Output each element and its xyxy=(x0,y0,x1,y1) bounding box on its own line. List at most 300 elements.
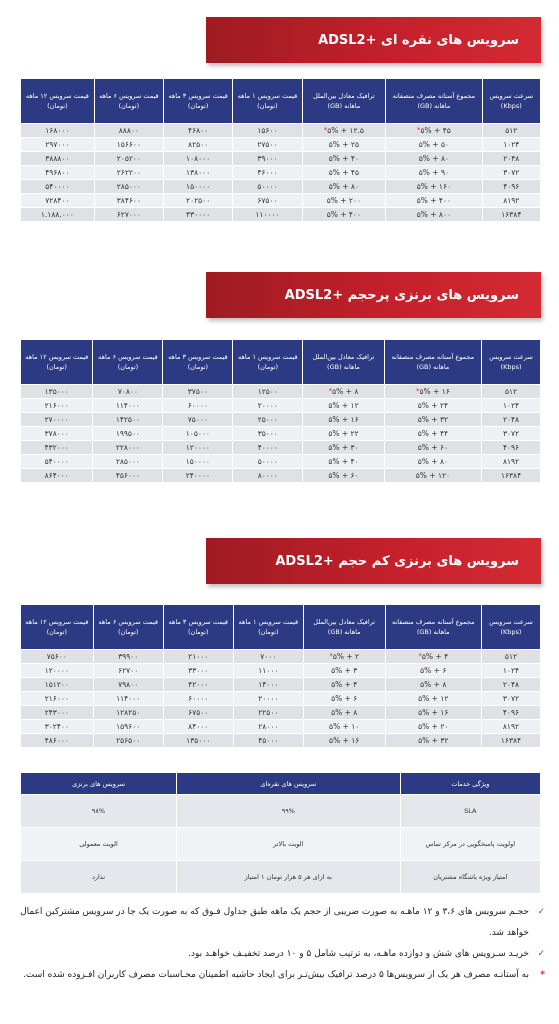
cell-value: ۲۰۴۸ xyxy=(503,154,520,163)
col-speed: سرعت سرویس (Kbps) xyxy=(481,605,540,650)
cell-price-3m xyxy=(163,734,233,748)
cell-speed xyxy=(481,692,540,706)
cell-value: ۲۵۶۵۰۰ xyxy=(116,736,141,745)
cell-value: ۴۸۶۰۰۰ xyxy=(44,736,69,745)
cell-value: ۱۶۸۰۰۰ xyxy=(45,126,70,135)
section-2-body xyxy=(21,385,541,483)
cell-value: ۲۰۵۲۰۰ xyxy=(116,154,141,163)
cell-price-12m xyxy=(21,413,93,427)
cell-fair-usage xyxy=(386,180,482,194)
cell-value: ۱۲.۵ + ۵% xyxy=(327,126,364,135)
cell-price-1m xyxy=(233,664,303,678)
cell-value: ۲۵ + ۵% xyxy=(328,140,359,149)
cell-speed xyxy=(482,385,541,399)
cell-value: ۱۶۳۸۴ xyxy=(500,471,522,480)
cell-value: ۲۲۸۰۰۰ xyxy=(115,443,141,452)
table-header-row xyxy=(21,79,541,124)
cell-value: ۸۰ + ۵% xyxy=(418,154,449,163)
section-3-table xyxy=(20,604,541,748)
features-body xyxy=(21,795,541,894)
cell-value: ۴۵ + ۵% xyxy=(420,126,451,135)
col-speed: سرعت سرویس (Kbps) xyxy=(482,340,541,385)
cell-value: ۲۲ + ۵% xyxy=(328,429,359,438)
section-3-body xyxy=(21,650,541,748)
table-row xyxy=(21,208,541,222)
cell-value: ۹۰ + ۵% xyxy=(418,168,449,177)
cell-price-12m xyxy=(21,208,95,222)
cell-price-6m xyxy=(93,706,163,720)
cell-value: ۱۰۲۴ xyxy=(502,401,520,410)
cell-value: ۴۰۹۶ xyxy=(503,182,520,191)
cell-value: ۸۰ + ۵% xyxy=(417,457,449,466)
cell-fair-usage xyxy=(385,734,481,748)
cell-price-6m xyxy=(93,720,163,734)
cell-value: ۱۳۵۰۰۰ xyxy=(186,736,211,745)
cell-price-6m xyxy=(94,180,163,194)
cell-speed xyxy=(481,650,540,664)
cell-value: ۱۵۶۶۰۰ xyxy=(116,140,141,149)
cell-price-3m xyxy=(164,138,233,152)
cell-price-3m xyxy=(163,678,233,692)
cell-value: ۲۷۵۰۰ xyxy=(257,140,278,149)
cell-speed xyxy=(482,427,541,441)
cell-intl-traffic xyxy=(302,166,386,180)
cell-value: ۵۱۲ xyxy=(504,652,518,661)
feature-name: SLA xyxy=(400,795,540,828)
cell-price-12m xyxy=(21,664,94,678)
cell-value: ۳۰۷۲ xyxy=(503,168,520,177)
cell-value: ۶۰۰۰۰ xyxy=(188,694,209,703)
cell-price-3m xyxy=(164,166,233,180)
cell-value: ۵۴۰۰۰۰ xyxy=(45,182,70,191)
cell-value: ۲۸۵۰۰۰ xyxy=(116,182,141,191)
table-row xyxy=(21,650,541,664)
note-text: حجـم سرویس های ۳،۶ و ۱۲ ماهـه به صورت ضریبی از حجم یک ماهه طبق جداول فـوق که به صورت یک جا در سرویس مشترکین اعمال خواهد شد. xyxy=(20,907,529,938)
cell-price-3m xyxy=(163,455,233,469)
cell-value: ۳۷۸۰۰۰ xyxy=(44,429,69,438)
cell-value: ۸۸۸۰۰ xyxy=(118,126,139,135)
cell-intl-traffic xyxy=(303,720,385,734)
cell-value: ۸۴۰۰۰ xyxy=(188,722,209,731)
cell-fair-usage xyxy=(386,152,482,166)
cell-value: ۱۱۴۰۰۰ xyxy=(115,401,141,410)
cell-price-12m xyxy=(21,469,93,483)
cell-intl-traffic xyxy=(303,706,385,720)
col-fair-usage: مجموع آستانه مصرف منصفانه ماهانه (GB) xyxy=(386,79,482,124)
cell-value: ۱۲ + ۵% xyxy=(328,401,359,410)
cell-price-6m xyxy=(94,138,163,152)
cell-intl-traffic xyxy=(303,650,385,664)
cell-price-12m xyxy=(21,650,94,664)
cell-price-3m xyxy=(163,650,233,664)
cell-value: ۸۱۹۲ xyxy=(502,722,520,731)
cell-value: ۴۶۰۰۰ xyxy=(257,168,278,177)
cell-value: ۲۰۲۵۰۰ xyxy=(186,196,211,205)
cell-value: ۱۵۰۰۰۰ xyxy=(185,457,210,466)
section-3-banner xyxy=(206,538,541,584)
asterisk-icon: * xyxy=(416,126,421,134)
cell-value: ۱۰ + ۵% xyxy=(329,722,360,731)
cell-value: ۱۴۰۰۰ xyxy=(258,680,279,689)
cell-price-12m xyxy=(21,706,94,720)
cell-value: ۵۰۰۰۰ xyxy=(257,182,278,191)
cell-price-1m xyxy=(233,692,303,706)
col-price-6m: قیمت سرویس ۶ ماهه (تومان) xyxy=(93,340,163,385)
table-row xyxy=(21,427,541,441)
cell-price-1m xyxy=(233,208,302,222)
cell-value: ۱۳۸۰۰۰ xyxy=(186,168,211,177)
col-price-6m: قیمت سرویس ۶ ماهه (تومان) xyxy=(94,79,163,124)
section-2-banner xyxy=(206,272,541,318)
cell-price-12m xyxy=(21,138,95,152)
cell-fair-usage xyxy=(384,427,481,441)
cell-price-12m xyxy=(21,678,94,692)
section-1-title: سرویس های نقره ای +ADSL2 xyxy=(318,32,519,48)
cell-value: ۱۲۰۰۰۰ xyxy=(44,666,69,675)
cell-speed xyxy=(481,678,540,692)
cell-value: ۳۰۷۲ xyxy=(502,694,520,703)
cell-value: ۴۴ + ۵% xyxy=(417,429,449,438)
cell-price-1m xyxy=(233,166,302,180)
cell-value: ۵۰ + ۵% xyxy=(418,140,449,149)
cell-speed xyxy=(481,664,540,678)
feature-name: امتیاز ویژه باشگاه مشتریان xyxy=(400,861,540,894)
cell-value: ۱۱۰۰۰ xyxy=(258,666,279,675)
cell-intl-traffic xyxy=(303,664,385,678)
cell-value: ۱۳۵۰۰۰ xyxy=(44,387,69,396)
cell-speed xyxy=(482,180,540,194)
col-price-12m: قیمت سرویس ۱۲ ماهه (تومان) xyxy=(21,79,95,124)
cell-fair-usage xyxy=(384,413,481,427)
cell-value: ۴۵ + ۵% xyxy=(328,168,359,177)
cell-value: ۳۰ + ۵% xyxy=(328,443,359,452)
cell-price-1m xyxy=(233,180,302,194)
col-price-3m: قیمت سرویس ۳ ماهه (تومان) xyxy=(163,605,233,650)
checkmark-icon: ✓ xyxy=(537,949,545,959)
cell-value: ۷۰۸۰۰ xyxy=(117,387,138,396)
cell-value: ۶۲۷۰۰۰ xyxy=(116,210,141,219)
table-header-row xyxy=(21,340,541,385)
cell-price-6m xyxy=(93,427,163,441)
cell-value: ۳ + ۵% xyxy=(331,666,358,675)
table-row xyxy=(21,706,541,720)
cell-speed xyxy=(482,138,540,152)
table-row xyxy=(21,180,541,194)
cell-value: ۸ + ۵% xyxy=(420,680,447,689)
cell-intl-traffic xyxy=(303,455,384,469)
cell-value: ۴۶۸۰۰ xyxy=(188,126,209,135)
cell-price-12m xyxy=(21,399,93,413)
cell-value: ۸ + ۵% xyxy=(332,387,359,396)
table-row xyxy=(21,152,541,166)
cell-intl-traffic xyxy=(302,152,386,166)
note-text: به آستانـه مصرف هر یک از سرویس‌ها ۵ درصد ترافیک بیش‌تـر برای ایجاد حاشیه اطمینان محـاسبات مصرف کاربران افـزوده شده است. xyxy=(23,970,529,980)
cell-value: ۱۰۲۴ xyxy=(503,140,520,149)
cell-price-1m xyxy=(233,734,303,748)
cell-value: ۸ + ۵% xyxy=(331,708,358,717)
cell-value: ۲۴۳۰۰۰ xyxy=(44,708,69,717)
cell-value: ۱۵۱۲۰۰ xyxy=(44,680,69,689)
cell-value: ۶۰ + ۵% xyxy=(417,443,449,452)
cell-value: ۱۶ + ۵% xyxy=(329,736,360,745)
cell-price-6m xyxy=(93,455,163,469)
col-price-1m: قیمت سرویس ۱ ماهه (تومان) xyxy=(233,79,302,124)
cell-value: ۷۲۸۴۰۰ xyxy=(45,196,70,205)
cell-price-1m xyxy=(233,678,303,692)
cell-value: ۲۴ + ۵% xyxy=(417,401,449,410)
cell-price-1m xyxy=(233,720,303,734)
cell-price-3m xyxy=(163,385,233,399)
cell-value: ۲۶۲۲۰۰ xyxy=(116,168,141,177)
col-price-1m: قیمت سرویس ۱ ماهه (تومان) xyxy=(233,340,303,385)
cell-value: ۱۲۸۲۵۰ xyxy=(116,708,141,717)
table-header-row xyxy=(21,605,541,650)
cell-value: ۳۰۷۲ xyxy=(502,429,520,438)
cell-fair-usage xyxy=(386,124,482,138)
table-row xyxy=(21,399,541,413)
cell-intl-traffic xyxy=(303,413,384,427)
cell-value: ۱۵۹۶۰۰ xyxy=(116,722,141,731)
cell-price-3m xyxy=(163,720,233,734)
cell-value: ۱۶۳۸۴ xyxy=(501,210,522,219)
cell-price-1m xyxy=(233,469,303,483)
cell-intl-traffic xyxy=(303,469,384,483)
cell-value: ۳۹۹۰۰ xyxy=(118,652,139,661)
cell-value: ۲۵۰۰۰ xyxy=(257,415,278,424)
cell-value: ۸۱۹۲ xyxy=(502,457,520,466)
cell-price-3m xyxy=(163,469,233,483)
silver-value: الویت بالاتر xyxy=(177,828,401,861)
cell-value: ۷۹۸۰۰ xyxy=(118,680,139,689)
cell-price-12m xyxy=(21,720,94,734)
cell-value: ۳۲ + ۵% xyxy=(418,736,449,745)
section-2-table xyxy=(20,339,541,483)
cell-value: ۲۰۴۸ xyxy=(502,680,520,689)
cell-price-6m xyxy=(93,678,163,692)
cell-value: ۸۰ + ۵% xyxy=(328,182,359,191)
cell-value: ۱۲۰۰۰۰ xyxy=(185,443,210,452)
cell-price-12m xyxy=(21,441,93,455)
cell-price-12m xyxy=(21,152,95,166)
features-row xyxy=(21,861,541,894)
cell-value: ۸۰۰ + ۵% xyxy=(416,210,452,219)
cell-fair-usage xyxy=(385,678,481,692)
cell-price-6m xyxy=(94,166,163,180)
asterisk-icon: * xyxy=(418,652,422,660)
cell-fair-usage xyxy=(386,194,482,208)
col-price-1m: قیمت سرویس ۱ ماهه (تومان) xyxy=(233,605,303,650)
cell-value: ۶۰ + ۵% xyxy=(328,471,359,480)
cell-value: ۱۵۶۰۰ xyxy=(257,126,278,135)
section-2-title: سرویس های برنزی پرحجم +ADSL2 xyxy=(284,287,519,303)
cell-price-1m xyxy=(233,413,303,427)
col-fair-usage: مجموع آستانه مصرف منصفانه ماهانه (GB) xyxy=(385,605,481,650)
cell-value: ۴۵۰۰۰ xyxy=(258,736,279,745)
features-col-feature: ویژگی خدمات xyxy=(400,773,540,795)
cell-value: ۸۲۵۰۰ xyxy=(188,140,209,149)
cell-value: ۶ + ۵% xyxy=(420,666,447,675)
asterisk-icon: * xyxy=(329,652,333,660)
cell-value: ۱۶۳۸۴ xyxy=(500,736,522,745)
col-intl-traffic: ترافیک معادل بین‌الملل ماهانه (GB) xyxy=(303,605,385,650)
cell-fair-usage xyxy=(384,469,481,483)
table-row xyxy=(21,664,541,678)
cell-value: ۶۲۷۰۰ xyxy=(118,666,139,675)
cell-intl-traffic xyxy=(302,180,386,194)
table-row xyxy=(21,166,541,180)
cell-price-6m xyxy=(93,692,163,706)
col-price-12m: قیمت سرویس ۱۲ ماهه (تومان) xyxy=(21,605,94,650)
cell-value: ۵۱۲ xyxy=(504,387,518,396)
cell-price-6m xyxy=(93,385,163,399)
cell-price-3m xyxy=(164,208,233,222)
cell-intl-traffic xyxy=(303,692,385,706)
asterisk-icon: * xyxy=(328,387,333,395)
cell-value: ۱۶ + ۵% xyxy=(328,415,359,424)
cell-value: ۲۸۰۰۰ xyxy=(258,722,279,731)
cell-speed xyxy=(482,455,541,469)
cell-speed xyxy=(482,124,540,138)
cell-value: ۱۴۲۵۰۰ xyxy=(115,415,141,424)
table-row xyxy=(21,413,541,427)
cell-fair-usage xyxy=(386,208,482,222)
cell-price-3m xyxy=(164,180,233,194)
cell-value: ۱۹۹۵۰۰ xyxy=(115,429,141,438)
cell-fair-usage xyxy=(384,441,481,455)
table-row xyxy=(21,455,541,469)
table-row xyxy=(21,692,541,706)
cell-price-6m xyxy=(94,208,163,222)
cell-value: ۲۱۶۰۰۰ xyxy=(44,694,69,703)
cell-value: ۱۱۴۰۰۰ xyxy=(116,694,141,703)
col-price-3m: قیمت سرویس ۳ ماهه (تومان) xyxy=(164,79,233,124)
cell-speed xyxy=(482,399,541,413)
cell-value: ۲۲۵۰۰ xyxy=(258,708,279,717)
cell-value: ۳۷۵۰۰ xyxy=(187,387,208,396)
cell-intl-traffic xyxy=(302,124,386,138)
cell-value: ۳۵۰۰۰ xyxy=(257,429,278,438)
cell-price-6m xyxy=(93,413,163,427)
cell-value: ۸۰۰۰۰ xyxy=(257,471,278,480)
cell-price-12m xyxy=(21,734,94,748)
col-intl-traffic: ترافیک معادل بین‌الملل ماهانه (GB) xyxy=(303,340,384,385)
cell-fair-usage xyxy=(384,385,481,399)
col-fair-usage: مجموع آستانه مصرف منصفانه ماهانه (GB) xyxy=(384,340,481,385)
cell-value: ۸۱۹۲ xyxy=(503,196,520,205)
cell-value: ۶۷۵۰۰ xyxy=(188,708,209,717)
cell-intl-traffic xyxy=(303,678,385,692)
cell-intl-traffic xyxy=(302,194,386,208)
cell-intl-traffic xyxy=(302,208,386,222)
cell-value: ۶ + ۵% xyxy=(331,694,358,703)
table-row xyxy=(21,194,541,208)
cell-fair-usage xyxy=(385,720,481,734)
asterisk-icon: * xyxy=(415,387,420,395)
cell-value: ۱۶ + ۵% xyxy=(418,708,449,717)
col-intl-traffic: ترافیک معادل بین‌الملل ماهانه (GB) xyxy=(302,79,386,124)
cell-value: ۱.۱۸۸.۰۰۰ xyxy=(40,210,74,219)
cell-value: ۵۰۰۰۰ xyxy=(257,457,278,466)
note-item xyxy=(20,965,545,986)
cell-price-6m xyxy=(93,734,163,748)
features-row xyxy=(21,795,541,828)
cell-value: ۱۶۰ + ۵% xyxy=(416,182,452,191)
cell-value: ۲۰۰ + ۵% xyxy=(326,196,361,205)
cell-price-1m xyxy=(233,427,303,441)
silver-value: به ازای هر ۵ هزار تومان ۱ امتیاز xyxy=(177,861,401,894)
cell-value: ۱۶ + ۵% xyxy=(419,387,450,396)
cell-price-1m xyxy=(233,441,303,455)
cell-value: ۷۵۶۰۰ xyxy=(46,652,67,661)
cell-intl-traffic xyxy=(303,385,384,399)
cell-value: ۵۴۰۰۰۰ xyxy=(44,457,69,466)
col-price-3m: قیمت سرویس ۳ ماهه (تومان) xyxy=(163,340,233,385)
cell-price-3m xyxy=(163,692,233,706)
table-row xyxy=(21,734,541,748)
col-speed: سرعت سرویس (Kbps) xyxy=(482,79,540,124)
cell-value: ۷۰۰۰ xyxy=(260,652,277,661)
cell-price-3m xyxy=(164,152,233,166)
cell-price-1m xyxy=(233,650,303,664)
cell-price-1m xyxy=(233,138,302,152)
cell-fair-usage xyxy=(385,706,481,720)
cell-value: ۱۵۰۰۰۰ xyxy=(186,182,211,191)
feature-name: اولویت پاسخگویی در مرکز تماس xyxy=(400,828,540,861)
cell-price-12m xyxy=(21,692,94,706)
cell-price-1m xyxy=(233,385,303,399)
cell-value: ۱۲ + ۵% xyxy=(418,694,449,703)
cell-value: ۶۷۵۰۰ xyxy=(257,196,278,205)
cell-speed xyxy=(482,194,540,208)
features-col-silver: سرویس های نقره‌ای xyxy=(177,773,401,795)
table-row xyxy=(21,441,541,455)
cell-price-1m xyxy=(233,124,302,138)
cell-value: ۴۰۰۰۰ xyxy=(257,443,278,452)
cell-intl-traffic xyxy=(303,441,384,455)
cell-price-3m xyxy=(163,427,233,441)
cell-price-3m xyxy=(163,441,233,455)
cell-value: ۱۲۰ + ۵% xyxy=(415,471,451,480)
section-3-title: سرویس های برنزی کم حجم +ADSL2 xyxy=(275,553,519,569)
cell-value: ۷۵۰۰۰ xyxy=(187,415,208,424)
note-text: خریـد سـرویس های شش و دوازده ماهـه، به ترتیب شامل ۵ و ۱۰ درصد تخفیـف خواهـد بود. xyxy=(188,949,529,959)
cell-price-12m xyxy=(21,180,95,194)
cell-value: ۴۵۶۰۰۰ xyxy=(115,471,141,480)
table-row xyxy=(21,385,541,399)
cell-speed xyxy=(481,720,540,734)
cell-speed xyxy=(482,469,541,483)
section-1-body xyxy=(21,124,541,222)
col-price-6m: قیمت سرویس ۶ ماهه (تومان) xyxy=(93,605,163,650)
cell-fair-usage xyxy=(386,166,482,180)
cell-speed xyxy=(481,734,540,748)
cell-price-3m xyxy=(163,413,233,427)
cell-price-3m xyxy=(163,664,233,678)
cell-price-6m xyxy=(93,441,163,455)
cell-value: ۸۶۴۰۰۰ xyxy=(44,471,69,480)
cell-value: ۳۸۴۶۰۰ xyxy=(116,196,141,205)
cell-fair-usage xyxy=(384,455,481,469)
cell-value: ۲۴۰۰۰۰ xyxy=(185,471,210,480)
bronze-value: ندارد xyxy=(21,861,177,894)
table-row xyxy=(21,678,541,692)
cell-value: ۳۲ + ۵% xyxy=(417,415,449,424)
cell-value: ۲۹۷۰۰۰ xyxy=(45,140,70,149)
note-item xyxy=(20,944,545,965)
cell-value: ۴۹۶۸۰۰ xyxy=(45,168,70,177)
cell-price-6m xyxy=(93,664,163,678)
cell-value: ۴۰ + ۵% xyxy=(328,457,359,466)
